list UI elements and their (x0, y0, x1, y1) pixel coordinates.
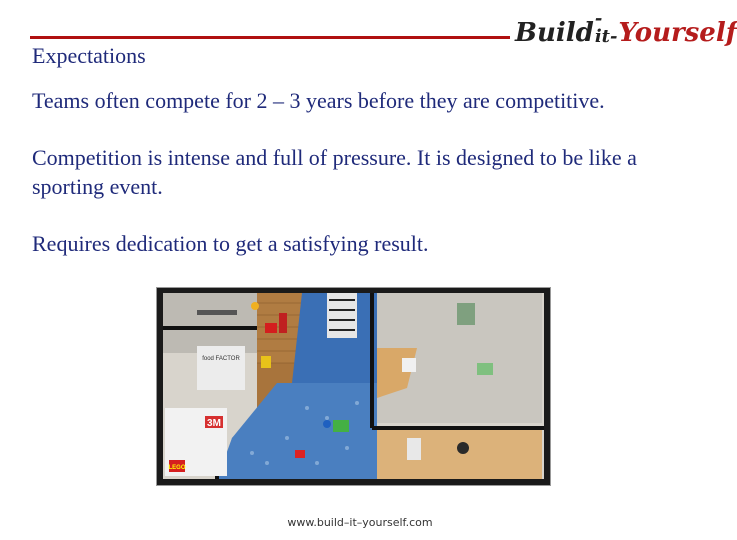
footer-url: www.build–it–yourself.com (287, 516, 433, 529)
build-it-yourself-logo (515, 8, 737, 48)
field-logo-3m: 3M (207, 418, 221, 429)
field-logo-food-factor: food FACTOR (202, 356, 240, 362)
field-logo-lego: LEGO (168, 465, 186, 471)
logo-text-yourself: Yourself (618, 18, 737, 48)
field-photo-drawing (157, 288, 550, 485)
competition-field-photo (156, 287, 551, 486)
header-rule (30, 36, 510, 39)
paragraph-years: Teams often compete for 2 – 3 years before they are competitive. (32, 88, 605, 113)
logo-text-build: Build (515, 18, 594, 48)
paragraph-dedication: Requires dedication to get a satisfying result. (32, 231, 429, 256)
paragraph-competition: Competition is intense and full of pressure. It is designed to be like a sporting event. (32, 145, 637, 199)
logo-text-it: -it- (594, 8, 618, 47)
slide-title: Expectations (32, 43, 146, 68)
